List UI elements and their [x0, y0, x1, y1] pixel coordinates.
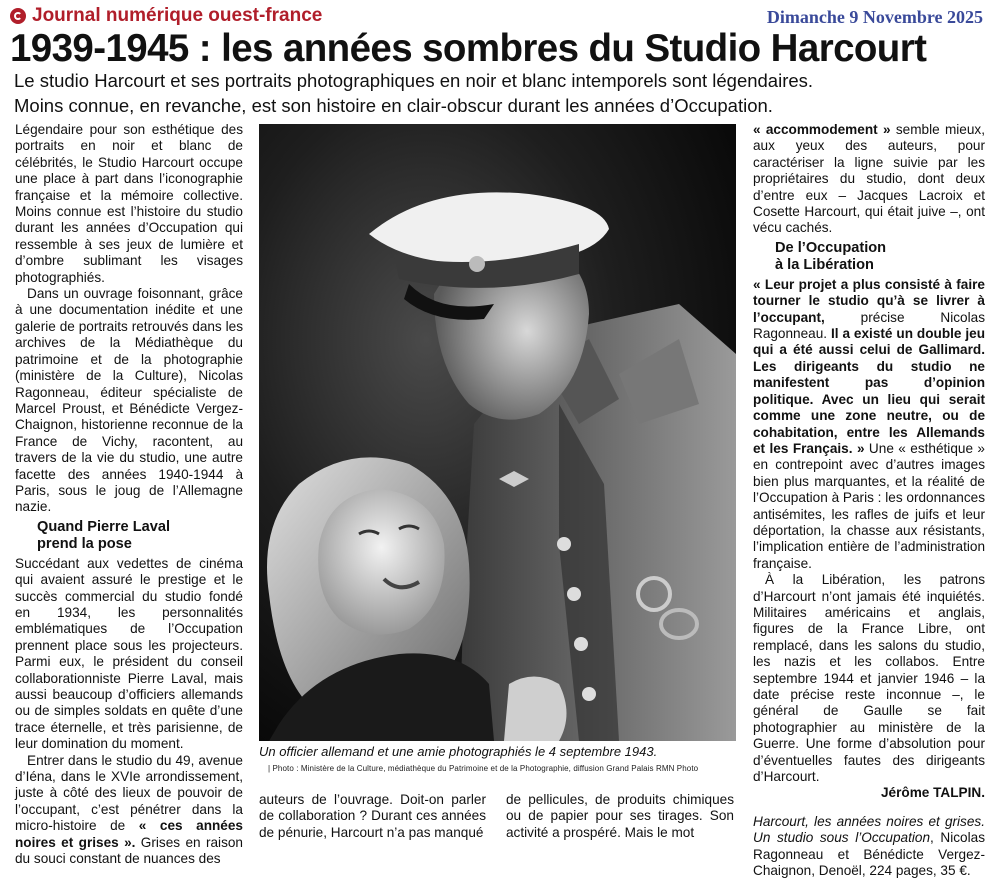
- article-photo: [259, 124, 736, 741]
- paragraph: Succédant aux vedettes de cinéma qui avaient assuré le prestige et le succès commercial du studio fondé en 1934, les personnalités emblématiques de l’Occupation prennent place sous les projecteurs. Parmi eux, le président du conseil collaborationniste Pierre Laval, mais aussi beaucoup d’officiers allemands ou de simples soldats en quête d’une trace éternelle, et très parisienne, de leur domination du moment.: [15, 555, 243, 752]
- text-run: Une « esthétique » en contrepoint avec d’autres images bien plus marquantes, et la réalité de l’Occupation à Paris : les ordonnances antisémites, les rafles de juifs et leur déportation, la chasse aux résistants, l’implication entière de l’administration française.: [753, 440, 985, 571]
- text-run: précise Nicolas Ragonneau.: [753, 309, 985, 342]
- brand-logo: [10, 5, 322, 27]
- paragraph: [15, 753, 243, 868]
- text-run: Grises en raison du souci constant de nuances des: [15, 834, 243, 867]
- brand-name: Journal numérique ouest-france: [32, 5, 323, 26]
- lede-line-2: Moins connue, en revanche, est son histoire en clair-obscur durant les années d’Occupation.: [14, 95, 773, 116]
- subheading-laval: [37, 519, 243, 553]
- subheading-line: De l’Occupation: [775, 239, 887, 256]
- article-column-3: [506, 792, 734, 841]
- article-headline: 1939-1945 : les années sombres du Studio Harcourt: [10, 27, 927, 70]
- subheading-line: prend la pose: [37, 535, 132, 552]
- bold-quote: « ces années noires et grises ».: [15, 818, 243, 850]
- book-reference: [753, 814, 985, 879]
- subheading-line: Quand Pierre Laval: [37, 518, 171, 535]
- text-run: Entrer dans le studio du 49, avenue d’Iéna, dans le XVIe arrondissement, juste à côté des lieux de pouvoir de l’occupant, c’est pénétrer dans la micro-histoire de: [15, 752, 243, 834]
- lede-line-1: Le studio Harcourt et ses portraits photographiques en noir et blanc intemporels sont légendaires.: [14, 70, 814, 91]
- book-title: Harcourt, les années noires et grises. Un studio sous l’Occupation: [753, 813, 985, 846]
- author-signature: Jérôme TALPIN.: [881, 785, 985, 801]
- paragraph: [753, 122, 985, 237]
- paragraph: [753, 277, 985, 572]
- book-info: , Nicolas Ragonneau et Bénédicte Vergez-Chaignon, Denoël, 224 pages, 35 €.: [753, 830, 985, 879]
- paragraph: À la Libération, les patrons d’Harcourt n’ont jamais été inquiétés. Militaires américains et anglais, figures de la France Libre, ont remplacé, dans les salons du studio, les nazis et les collabos. Entre septembre 1944 et janvier 1946 – la date précise reste inconnue –, le général de Gaulle se fait photographier au ministère de la Guerre. Une forme d’absolution pour d’éventuelles fautes des dirigeants d’Harcourt.: [753, 572, 985, 785]
- subheading-line: à la Libération: [775, 256, 874, 273]
- paragraph: de pellicules, de produits chimiques ou de papier pour ses tirages. Son activité a prospéré. Mais le mot: [506, 792, 734, 840]
- photo-credit: | Photo : Ministère de la Culture, médiathèque du Patrimoine et de la Photographie, diffusion Grand Palais RMN Photo: [268, 764, 699, 773]
- paragraph: Légendaire pour son esthétique des portraits en noir et blanc de célébrités, le Studio Harcourt occupe une place à part dans l’iconographie française et la mémoire collective. Moins connue est l’histoire du studio durant les années d’Occupation qui ressemble à ses jeux de lumière et d’ombre sublimant les visages photographiés.: [15, 122, 243, 285]
- photo-caption: Un officier allemand et une amie photographiés le 4 septembre 1943.: [259, 744, 658, 759]
- paragraph: auteurs de l’ouvrage. Doit-on parler de collaboration ? Durant ces années de pénurie, Harcourt n’a pas manqué: [259, 792, 486, 840]
- bold-quote: « Leur projet a plus consisté à faire tourner le studio qu’à se livrer à l’occupant,: [753, 276, 985, 325]
- ouest-france-logo-icon: [10, 8, 26, 24]
- subheading-liberation: [775, 240, 985, 274]
- article-column-4: [753, 122, 985, 879]
- bold-quote: Il a existé un double jeu qui a été aussi celui de Gallimard. Les dirigeants du studio ne manifestent pas d’opinion politique. Avec un lieu qui serait comme une zone neutre, ou de cohabitation, entre les Allemands et les Français. »: [753, 326, 986, 456]
- bold-quote: « accommodement »: [753, 122, 891, 137]
- issue-date: Dimanche 9 Novembre 2025: [766, 7, 983, 27]
- text-run: semble mieux, aux yeux des auteurs, pour caractériser la ligne suivie par les propriétaires du studio, dont deux d’entre eux – Jacques Lacroix et Cosette Harcourt, qui était juive –, ont vécu cachés.: [753, 122, 985, 236]
- article-lede: [14, 68, 989, 118]
- article-column-1: [15, 122, 243, 867]
- officer-and-woman-photo: [259, 124, 736, 741]
- article-column-2: [259, 792, 486, 841]
- paragraph: Dans un ouvrage foisonnant, grâce à une documentation inédite et une galerie de portraits retrouvés dans les archives de la Médiathèque du patrimoine et de la photographie (ministère de la Culture), Nicolas Ragonneau, éditeur spécialiste de Marcel Proust, et Bénédicte Vergez-Chaignon, historienne reconnue de la France de Vichy, racontent, au travers de la vie du studio, une autre facette des années 1940-1944 à Paris, sous le joug de l’Allemagne nazie.: [15, 286, 243, 515]
